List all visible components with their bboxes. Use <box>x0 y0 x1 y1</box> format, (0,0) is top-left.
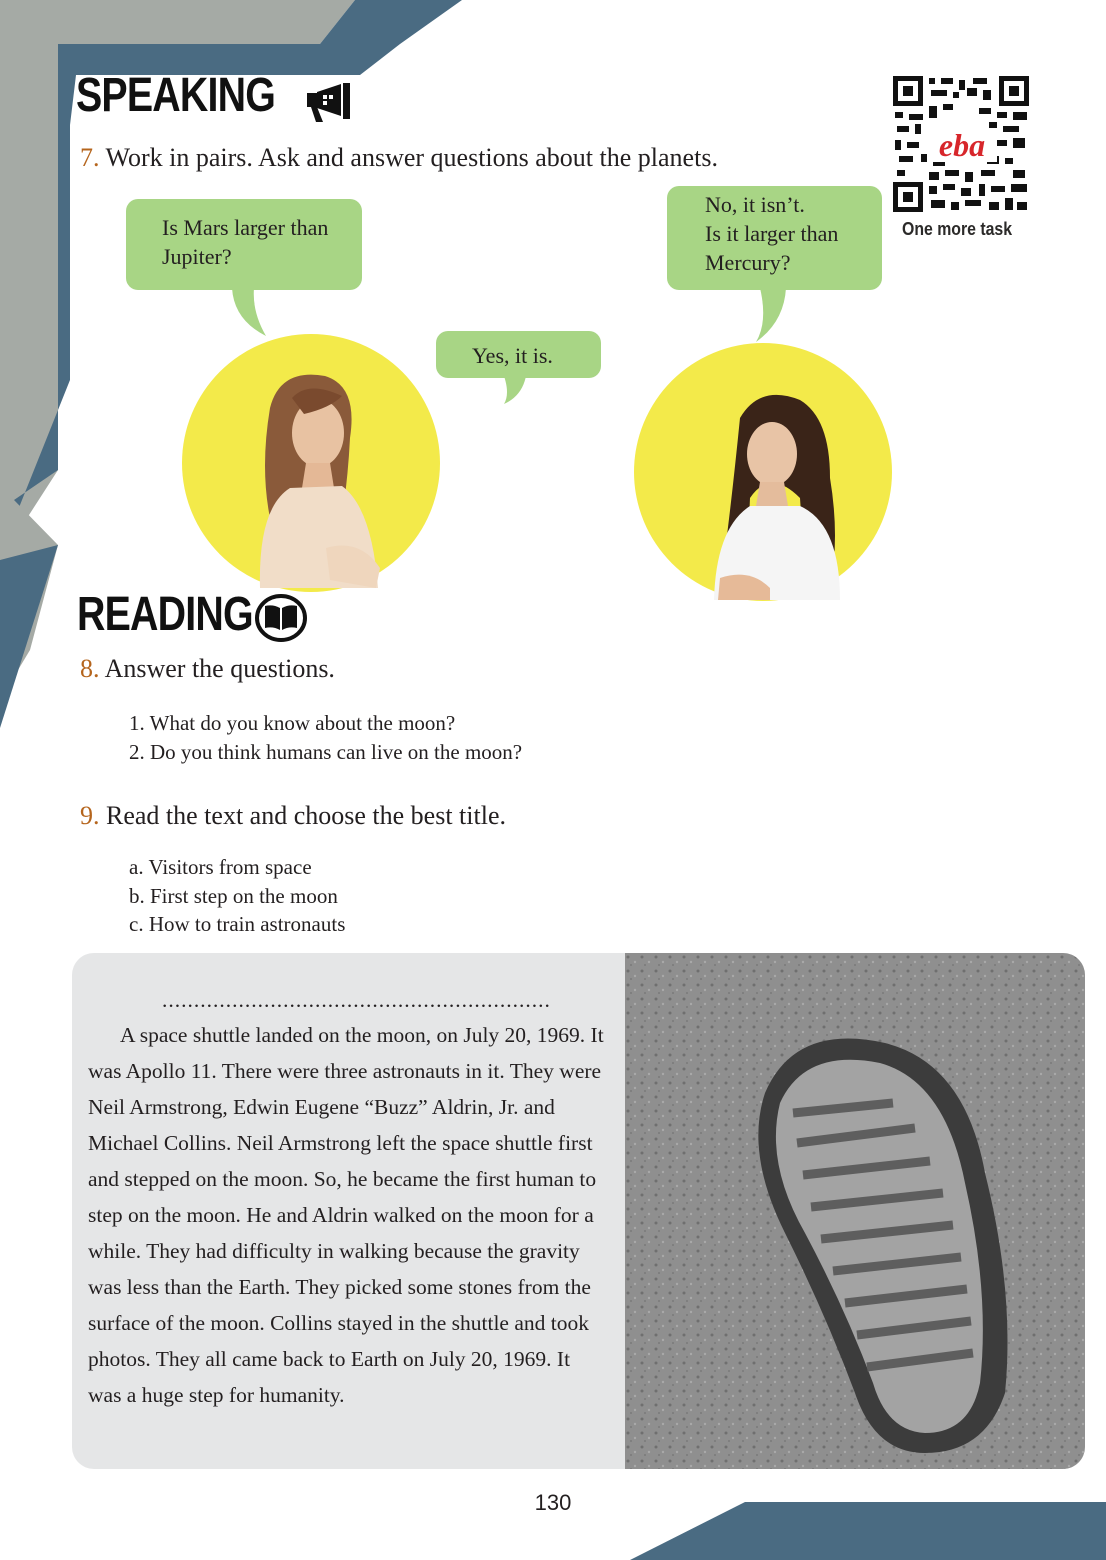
page-number: 130 <box>534 1490 572 1515</box>
moon-footprint-photo <box>625 953 1085 1469</box>
question-2: 2. Do you think humans can live on the moon? <box>129 739 523 764</box>
passage-text: A space shuttle landed on the moon, on July 20, 1969. It was Apollo 11. There were three astronauts in it. They were Neil Armstrong, Edwin Eugene “Buzz” Aldrin, Jr. and Michael Collins. Neil Armstrong left the space shuttle first and stepped on the moon. So, he became the first human to step on the moon. He and Aldrin walked on the moon for a while. They had difficulty in walking because the gravity was less than the Earth. They picked some stones from the surface of the moon. Collins stayed in the shuttle and took photos. They all came back to Earth on July 20, 1969. It was a huge step for humanity. <box>88 1023 604 1407</box>
book-icon <box>255 594 307 642</box>
bubble-middle-text: Yes, it is. <box>472 343 553 368</box>
reading-passage <box>88 985 608 1413</box>
eba-logo: eba <box>938 127 986 163</box>
question-1: 1. What do you know about the moon? <box>129 711 456 735</box>
speech-bubble-left <box>126 199 362 290</box>
bubble-right-line-2: Is it larger than <box>705 221 839 246</box>
task-9 <box>80 800 506 831</box>
title-blank[interactable]: ............................................................. <box>162 988 551 1012</box>
megaphone-icon <box>303 82 353 122</box>
qr-code[interactable] <box>893 76 1029 212</box>
reading-passage-box <box>72 953 1085 1469</box>
speaking-heading <box>76 69 276 122</box>
bubble-right-tail <box>752 288 788 344</box>
speech-bubble-right <box>667 186 882 290</box>
task-8-number: 8. <box>80 654 100 683</box>
task-7 <box>80 142 718 173</box>
girl-right-image <box>690 388 855 600</box>
bubble-right-line-3: Mercury? <box>705 250 791 275</box>
speaking-heading-text: SPEAKING <box>76 69 276 122</box>
speech-bubble-middle <box>436 331 601 378</box>
task-7-number: 7. <box>80 143 100 172</box>
task-8 <box>80 653 335 684</box>
girl-left-image <box>230 368 400 588</box>
title-option-c[interactable]: c. How to train astronauts <box>129 912 346 936</box>
reading-heading <box>77 588 253 641</box>
reading-heading-text: READING <box>77 588 253 641</box>
bubble-left-line-2: Jupiter? <box>162 244 232 269</box>
task-9-number: 9. <box>80 801 100 830</box>
title-option-b[interactable]: b. First step on the moon <box>129 883 338 908</box>
questions-list <box>129 709 522 766</box>
task-9-text: Read the text and choose the best title. <box>106 801 506 830</box>
bubble-middle-tail <box>500 376 530 406</box>
title-option-a[interactable]: a. Visitors from space <box>129 855 312 879</box>
bubble-left-line-1: Is Mars larger than <box>162 215 329 240</box>
qr-caption: One more task <box>902 219 1013 239</box>
title-options-list <box>129 853 345 939</box>
task-7-text: Work in pairs. Ask and answer questions about the planets. <box>105 143 718 172</box>
bubble-left-tail <box>228 288 268 338</box>
bubble-right-line-1: No, it isn’t. <box>705 192 805 217</box>
task-8-text: Answer the questions. <box>104 654 335 683</box>
